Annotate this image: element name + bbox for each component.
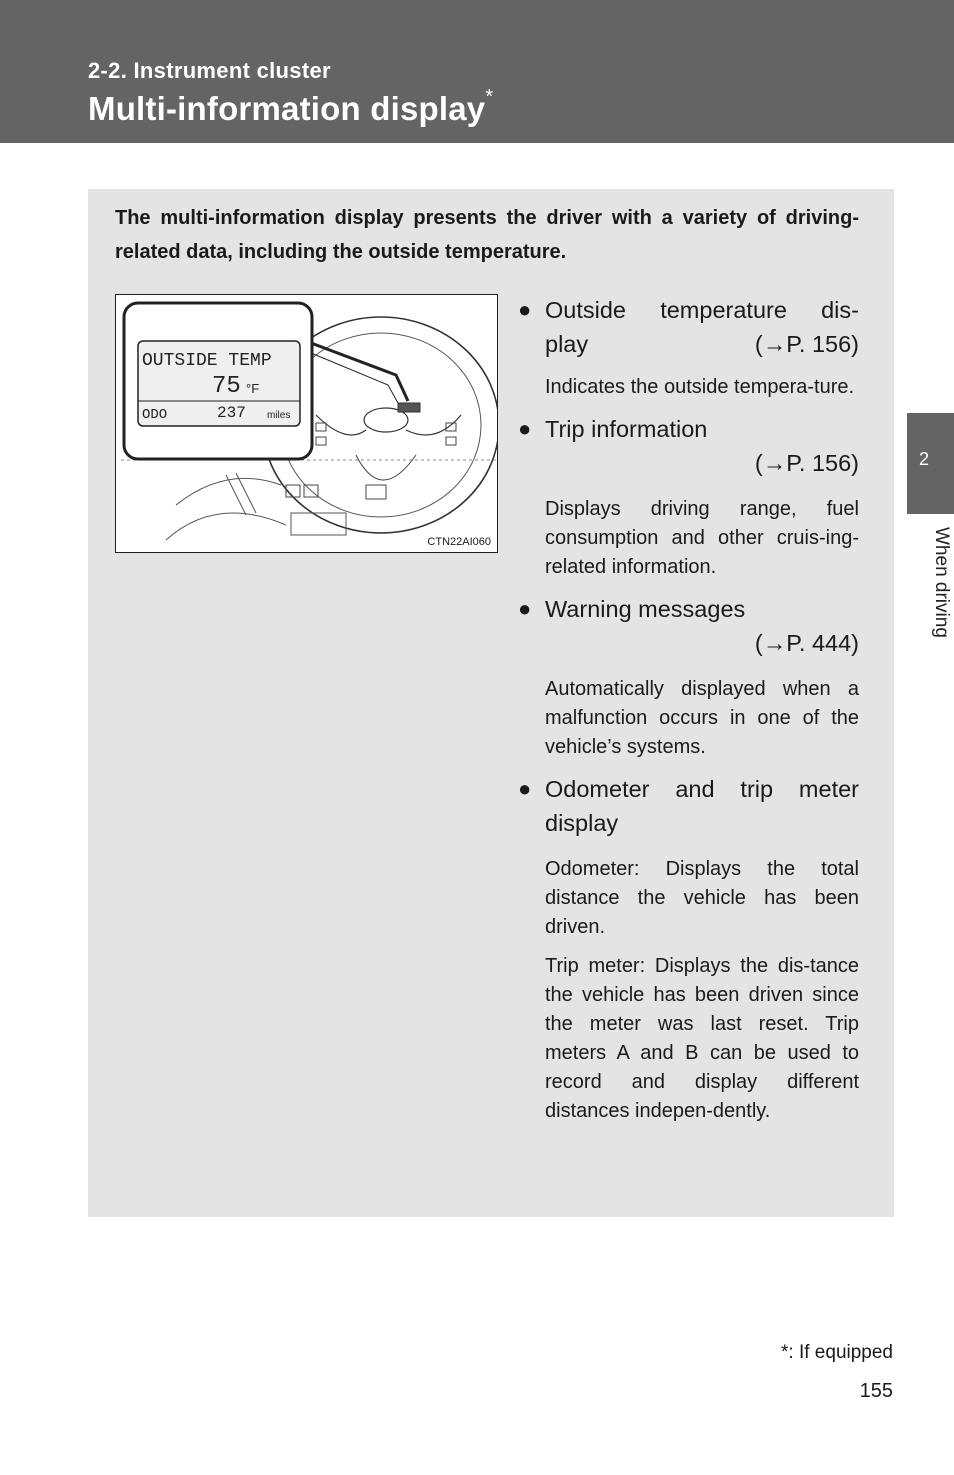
- item-description: Indicates the outside tempera-ture.: [545, 376, 855, 398]
- instrument-cluster-illustration: [115, 294, 498, 553]
- chapter-number: 2: [918, 449, 929, 469]
- item-title-word: temperature: [660, 297, 787, 323]
- section-heading: 2-2. Instrument cluster: [88, 58, 331, 83]
- bullet-icon: ●: [518, 297, 532, 322]
- display-odo-label: ODO: [142, 407, 168, 423]
- page-reference: (→P. 156): [754, 331, 859, 357]
- item-description: Displays driving range, fuel consumption and other cruis-ing-related information.: [545, 498, 859, 578]
- item-title: [518, 592, 859, 660]
- item-title-text: Odometer and trip meter display: [545, 776, 859, 836]
- display-temperature: 75: [212, 373, 241, 400]
- item-title-word: dis-: [821, 297, 859, 323]
- page-reference: (→P. 156): [754, 450, 859, 476]
- list-item: [518, 412, 859, 582]
- page-number: 155: [859, 1380, 893, 1402]
- display-odo-unit: miles: [267, 410, 291, 421]
- item-title-word: play: [545, 331, 589, 357]
- chapter-tab: [907, 413, 954, 514]
- feature-list: [518, 293, 859, 1126]
- item-description: Automatically displayed when a malfunction occurs in one of the vehicle’s systems.: [545, 678, 859, 758]
- figure-code: CTN22AI060: [427, 536, 491, 548]
- display-odo-value: 237: [217, 404, 246, 422]
- page-reference: (→P. 444): [754, 630, 859, 656]
- content-panel: [88, 189, 894, 1217]
- list-item: [518, 592, 859, 762]
- item-title-word: Outside: [545, 297, 626, 323]
- display-line-1: OUTSIDE TEMP: [142, 351, 272, 371]
- bullet-icon: ●: [518, 596, 532, 621]
- page-title-text: Multi-information display: [88, 90, 486, 127]
- page-title: [88, 86, 494, 128]
- if-equipped-mark: *: [485, 86, 494, 108]
- item-title: [518, 412, 859, 480]
- list-item: [518, 293, 859, 402]
- list-item: [518, 772, 859, 1126]
- item-description: Odometer: Displays the total distance the vehicle has been driven.: [545, 858, 859, 938]
- chapter-label: When driving: [931, 527, 952, 638]
- footnote: *: If equipped: [781, 1342, 893, 1363]
- item-title-text: Warning messages: [545, 596, 746, 622]
- bullet-icon: ●: [518, 776, 532, 801]
- item-title-text: Trip information: [545, 416, 708, 442]
- item-description: Trip meter: Displays the dis-tance the vehicle has been driven since the meter was last reset. Trip meters A and B can be used to record and display different distances indepen-dently.: [545, 955, 859, 1122]
- item-title: [518, 293, 859, 361]
- intro-paragraph: The multi-information display presents the driver with a variety of driving-related data, including the outside temperature.: [115, 207, 859, 263]
- item-title: [518, 772, 859, 840]
- page-header: [0, 0, 954, 143]
- display-temperature-unit: °F: [246, 381, 260, 396]
- dashboard-drawing: [116, 295, 497, 552]
- bullet-icon: ●: [518, 416, 532, 441]
